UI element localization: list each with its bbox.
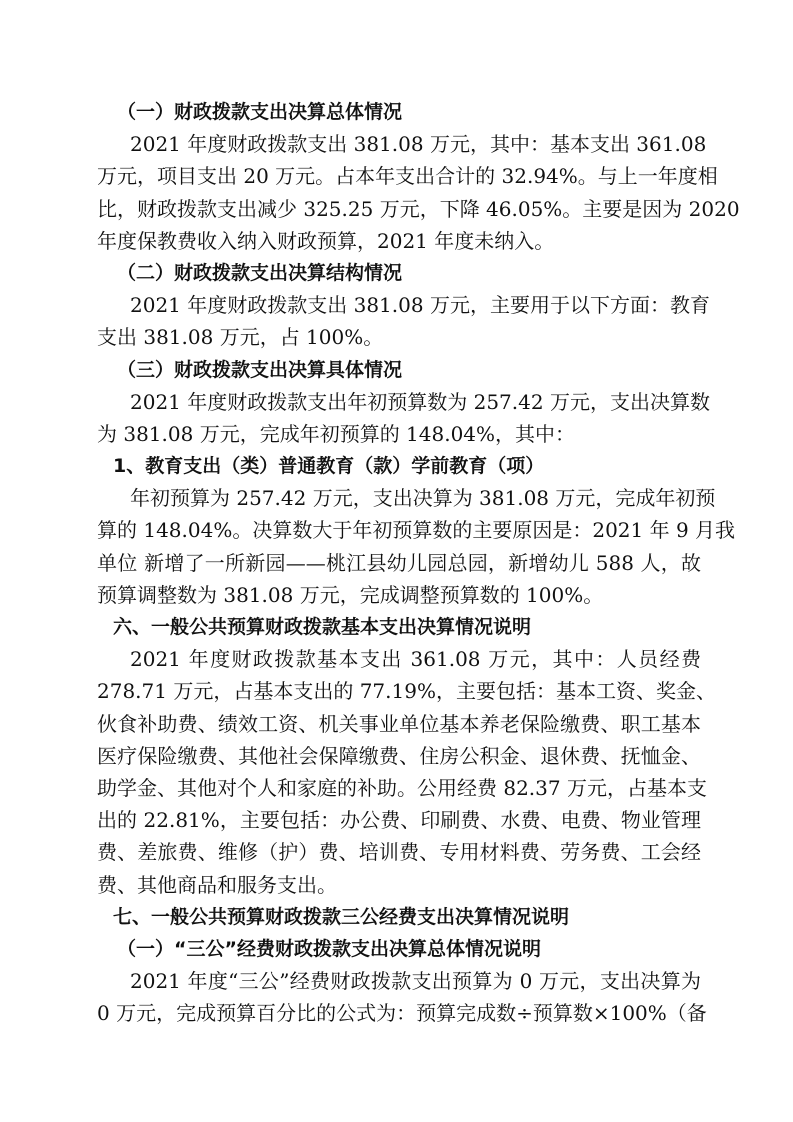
section-heading: 六、一般公共预算财政拨款基本支出决算情况说明 [113, 616, 532, 638]
paragraph-line: 2021 年度“三公”经费财政拨款支出预算为 0 万元，支出决算为 [130, 969, 701, 994]
section-heading: （一）财政拨款支出决算总体情况 [117, 101, 403, 123]
document-page [97, 96, 740, 1029]
paragraph-line: 支出 381.08 万元，占 100%。 [97, 325, 384, 350]
section-heading: 1、教育支出（类）普通教育（款）学前教育（项） [113, 455, 545, 478]
section-heading: （二）财政拨款支出决算结构情况 [117, 261, 403, 284]
paragraph-line: 预算调整数为 381.08 万元，完成调整预算数的 100%。 [97, 582, 604, 607]
paragraph-line: 年度保教费收入纳入财政预算，2021 年度未纳入。 [97, 228, 555, 253]
section-heading: （一）“三公”经费财政拨款支出决算总体情况说明 [117, 937, 541, 960]
paragraph-line: 出的 22.81%，主要包括：办公费、印刷费、水费、电费、物业管理 [97, 808, 701, 833]
paragraph-line: 278.71 万元，占基本支出的 77.19%，主要包括：基本工资、奖金、 [97, 679, 716, 704]
paragraph-line: 助学金、其他对个人和家庭的补助。公用经费 82.37 万元，占基本支 [97, 775, 707, 800]
paragraph-line: 医疗保险缴费、其他社会保障缴费、住房公积金、退休费、抚恤金、 [97, 743, 701, 768]
paragraph-line: 算的 148.04%。决算数大于年初预算数的主要原因是：2021 年 9 月我 [97, 518, 736, 543]
paragraph-line: 万元，项目支出 20 万元。占本年支出合计的 32.94%。与上一年度相 [97, 164, 718, 189]
paragraph-line: 费、差旅费、维修（护）费、培训费、专用材料费、劳务费、工会经 [97, 840, 701, 865]
section-heading: （三）财政拨款支出决算具体情况 [117, 358, 403, 381]
paragraph-line: 为 381.08 万元，完成年初预算的 148.04%，其中： [97, 421, 576, 446]
section-heading: 七、一般公共预算财政拨款三公经费支出决算情况说明 [113, 905, 570, 928]
paragraph-line: 单位 新增了一所新园——桃江县幼儿园总园，新增幼儿 588 人，故 [97, 550, 701, 575]
paragraph-line: 2021 年度财政拨款支出 381.08 万元，主要用于以下方面：教育 [130, 293, 710, 318]
paragraph-line: 伙食补助费、绩效工资、机关事业单位基本养老保险缴费、职工基本 [97, 711, 701, 736]
paragraph-line: 费、其他商品和服务支出。 [97, 872, 337, 897]
paragraph-line: 0 万元，完成预算百分比的公式为：预算完成数÷预算数×100%（备 [97, 1001, 707, 1026]
paragraph-line: 年初预算为 257.42 万元，支出决算为 381.08 万元，完成年初预 [130, 486, 716, 511]
paragraph-line: 2021 年度财政拨款支出 381.08 万元，其中：基本支出 361.08 [130, 132, 707, 157]
paragraph-line: 2021 年度财政拨款支出年初预算数为 257.42 万元，支出决算数 [130, 389, 710, 414]
paragraph-line: 比，财政拨款支出减少 325.25 万元，下降 46.05%。主要是因为 2020 [97, 196, 740, 221]
paragraph-line: 2021 年度财政拨款基本支出 361.08 万元，其中：人员经费 [130, 647, 701, 672]
